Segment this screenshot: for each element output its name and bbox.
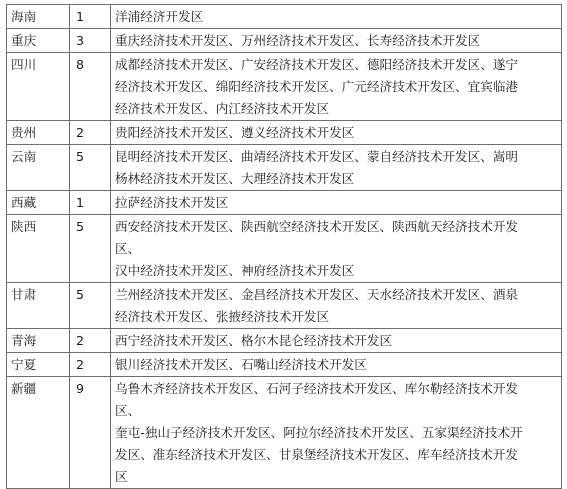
province-cell: 重庆 — [7, 29, 70, 53]
province-cell: 陕西 — [7, 215, 70, 283]
zones-line: 洋浦经济开发区 — [115, 9, 204, 24]
zone-count-cell: 2 — [70, 353, 111, 377]
table-row — [7, 191, 562, 215]
zones-line: 区、 — [115, 403, 141, 418]
zones-line: 成都经济技术开发区、广安经济技术开发区、德阳经济技术开发区、遂宁 — [115, 57, 518, 72]
province-cell: 宁夏 — [7, 353, 70, 377]
province-cell: 贵州 — [7, 121, 70, 145]
table-row — [7, 329, 562, 353]
zones-cell — [111, 29, 562, 53]
zones-line: 经济技术开发区、绵阳经济技术开发区、广元经济技术开发区、宜宾临港 — [115, 79, 518, 94]
table-row — [7, 377, 562, 489]
zones-line: 汉中经济技术开发区、神府经济技术开发区 — [115, 263, 355, 278]
zones-cell — [111, 53, 562, 121]
zones-line: 重庆经济技术开发区、万州经济技术开发区、长寿经济技术开发区 — [115, 33, 481, 48]
province-cell: 甘肃 — [7, 283, 70, 329]
zone-count-cell: 1 — [70, 191, 111, 215]
zone-count-cell: 2 — [70, 121, 111, 145]
zones-line: 西安经济技术开发区、陕西航空经济技术开发区、陕西航天经济技术开发 — [115, 219, 518, 234]
zone-count-cell: 1 — [70, 5, 111, 29]
province-cell: 四川 — [7, 53, 70, 121]
zones-cell — [111, 191, 562, 215]
zones-line: 经济技术开发区、内江经济技术开发区 — [115, 101, 330, 116]
zones-cell — [111, 377, 562, 489]
table-row — [7, 283, 562, 329]
table-row — [7, 145, 562, 191]
zones-line: 乌鲁木齐经济技术开发区、石河子经济技术开发区、库尔勒经济技术开发 — [115, 381, 518, 396]
zones-line: 西宁经济技术开发区、格尔木昆仑经济技术开发区 — [115, 333, 393, 348]
zones-cell — [111, 121, 562, 145]
zones-line: 区 — [115, 469, 128, 484]
table-row — [7, 5, 562, 29]
province-cell: 西藏 — [7, 191, 70, 215]
zones-line: 银川经济技术开发区、石嘴山经济技术开发区 — [115, 357, 367, 372]
zones-line: 发区、准东经济技术开发区、甘泉堡经济技术开发区、库车经济技术开发 — [115, 447, 518, 462]
zone-count-cell: 5 — [70, 145, 111, 191]
zones-cell — [111, 353, 562, 377]
zones-line: 区、 — [115, 241, 141, 256]
table-row — [7, 53, 562, 121]
zone-count-cell: 2 — [70, 329, 111, 353]
table-row — [7, 121, 562, 145]
zone-count-cell: 5 — [70, 215, 111, 283]
zones-cell — [111, 215, 562, 283]
zone-count-cell: 5 — [70, 283, 111, 329]
table-row — [7, 215, 562, 283]
zones-line: 经济技术开发区、张掖经济技术开发区 — [115, 309, 330, 324]
table-row — [7, 29, 562, 53]
zones-cell — [111, 283, 562, 329]
zone-count-cell: 3 — [70, 29, 111, 53]
province-cell: 海南 — [7, 5, 70, 29]
zone-count-cell: 8 — [70, 53, 111, 121]
province-cell: 新疆 — [7, 377, 70, 489]
zones-line: 拉萨经济技术开发区 — [115, 195, 229, 210]
table-row — [7, 353, 562, 377]
zones-line: 昆明经济技术开发区、曲靖经济技术开发区、蒙自经济技术开发区、嵩明 — [115, 149, 518, 164]
zones-line: 兰州经济技术开发区、金昌经济技术开发区、天水经济技术开发区、酒泉 — [115, 287, 518, 302]
zone-count-cell: 9 — [70, 377, 111, 489]
economic-zones-table — [6, 4, 562, 489]
zones-cell — [111, 329, 562, 353]
province-cell: 云南 — [7, 145, 70, 191]
zones-cell — [111, 5, 562, 29]
zones-cell — [111, 145, 562, 191]
zones-line: 杨林经济技术开发区、大理经济技术开发区 — [115, 171, 355, 186]
province-cell: 青海 — [7, 329, 70, 353]
zones-line: 奎屯-独山子经济技术开发区、阿拉尔经济技术开发区、五家渠经济技术开 — [115, 425, 523, 440]
zones-line: 贵阳经济技术开发区、遵义经济技术开发区 — [115, 125, 355, 140]
